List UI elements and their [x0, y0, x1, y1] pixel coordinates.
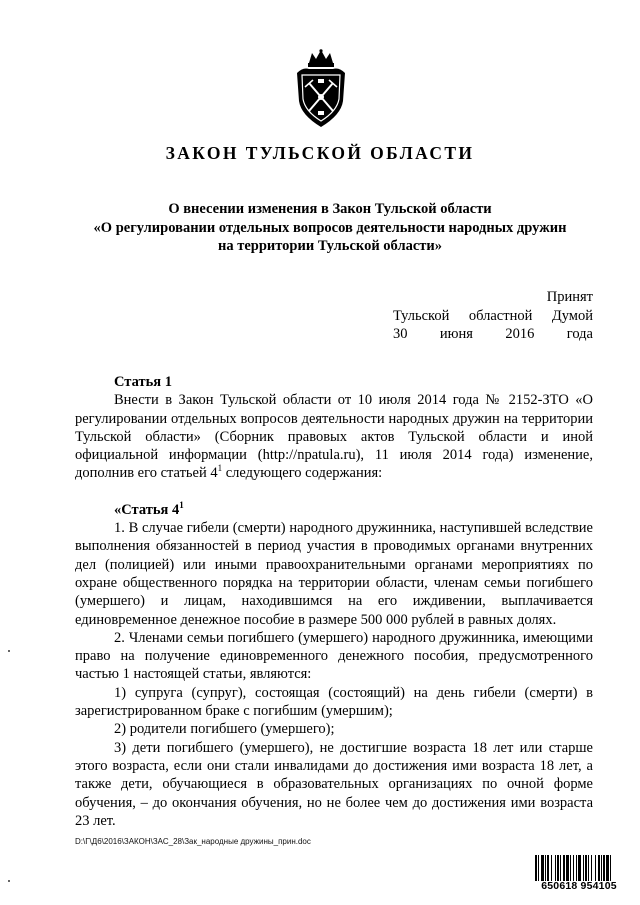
accepted-date-line — [393, 325, 593, 344]
accepted-block — [393, 288, 593, 344]
accepted-word: Думой — [551, 307, 593, 324]
accepted-month: июня — [439, 326, 473, 342]
file-path-footer: D:\Г\Д6\2016\ЗАКОН\ЗАС_28\Зак_народные дружины_прин.doc — [75, 837, 311, 846]
subtitle-line: О внесении изменения в Закон Тульской области — [168, 201, 492, 217]
accepted-year: 2016 — [505, 326, 535, 342]
article-4-1-heading-text: «Статья 4 — [114, 501, 180, 518]
article-paragraph: 3) дети погибшего (умершего), не достигшие возраста 18 лет или старше этого возраста, если они стали инвалидами до достижения ими возраста 18 лет, а также дети, обучающиеся в образовательных организациях по очной форме обучения, – до окончания обучения, но не более чем до достижения ими возраста 23 лет. — [75, 739, 593, 829]
article-1-sup: 1 — [217, 463, 223, 474]
law-title: ЗАКОН ТУЛЬСКОЙ ОБЛАСТИ — [165, 143, 475, 163]
article-1-text-a: Внести в Закон Тульской области от 10 июля 2014 года № 2152-ЗТО «О регулировании отдельных вопросов деятельности народных дружин на территории Тульской области» (Сборник правовых актов Тульской области и иной официальной информации (http://npatula.ru), 11 июля 2014 года) изменение, дополнив его статьей 4 — [75, 392, 593, 482]
accepted-word: Тульской — [393, 307, 450, 324]
coat-of-arms-emblem — [293, 49, 349, 129]
law-subtitle — [60, 200, 600, 256]
subtitle-line: «О регулировании отдельных вопросов деятельности народных дружин — [93, 219, 567, 236]
accepted-label: Принят — [546, 289, 593, 305]
article-1-heading: Статья 1 — [114, 374, 172, 390]
article-1-text-b: следующего содержания: — [222, 465, 383, 482]
article-paragraph: 1. В случае гибели (смерти) народного дружинника, наступившей вследствие выполнения обязанностей в период участия в проводимых органами внутренних дел (полицией) или иными правоохранительными органами мероприятиях по охране общественного порядка на территории области, членам семьи погибшего (умершего) и лицам, находившимся на его иждивении, выплачивается единовременное денежное пособие в размере 500 000 рублей в равных долях. — [75, 520, 593, 628]
accepted-word: областной — [468, 307, 533, 324]
article-4-1-heading — [75, 501, 593, 519]
article-paragraph: 1) супруга (супруг), состоящая (состоящий) на день гибели (смерти) в зарегистрированном браке с погибшим (умершим); — [75, 684, 593, 720]
article-paragraph: 2. Членами семьи погибшего (умершего) народного дружинника, имеющими право на получение единовременного денежного пособия, предусмотренного частью 1 настоящей статьи, являются: — [75, 629, 593, 683]
accepted-by-line — [393, 307, 593, 326]
accepted-year-word: года — [566, 326, 593, 342]
article-paragraph: 2) родители погибшего (умершего); — [114, 721, 335, 738]
subtitle-line: на территории Тульской области» — [217, 238, 442, 254]
accepted-day: 30 — [393, 326, 408, 342]
article-4-1-sup: 1 — [179, 499, 184, 510]
barcode-icon — [535, 855, 623, 881]
scan-mark — [8, 880, 10, 882]
law-body — [75, 373, 593, 830]
scan-mark — [8, 650, 10, 652]
barcode-number: 650618 954105 — [541, 880, 617, 892]
article-1-text — [75, 391, 593, 482]
